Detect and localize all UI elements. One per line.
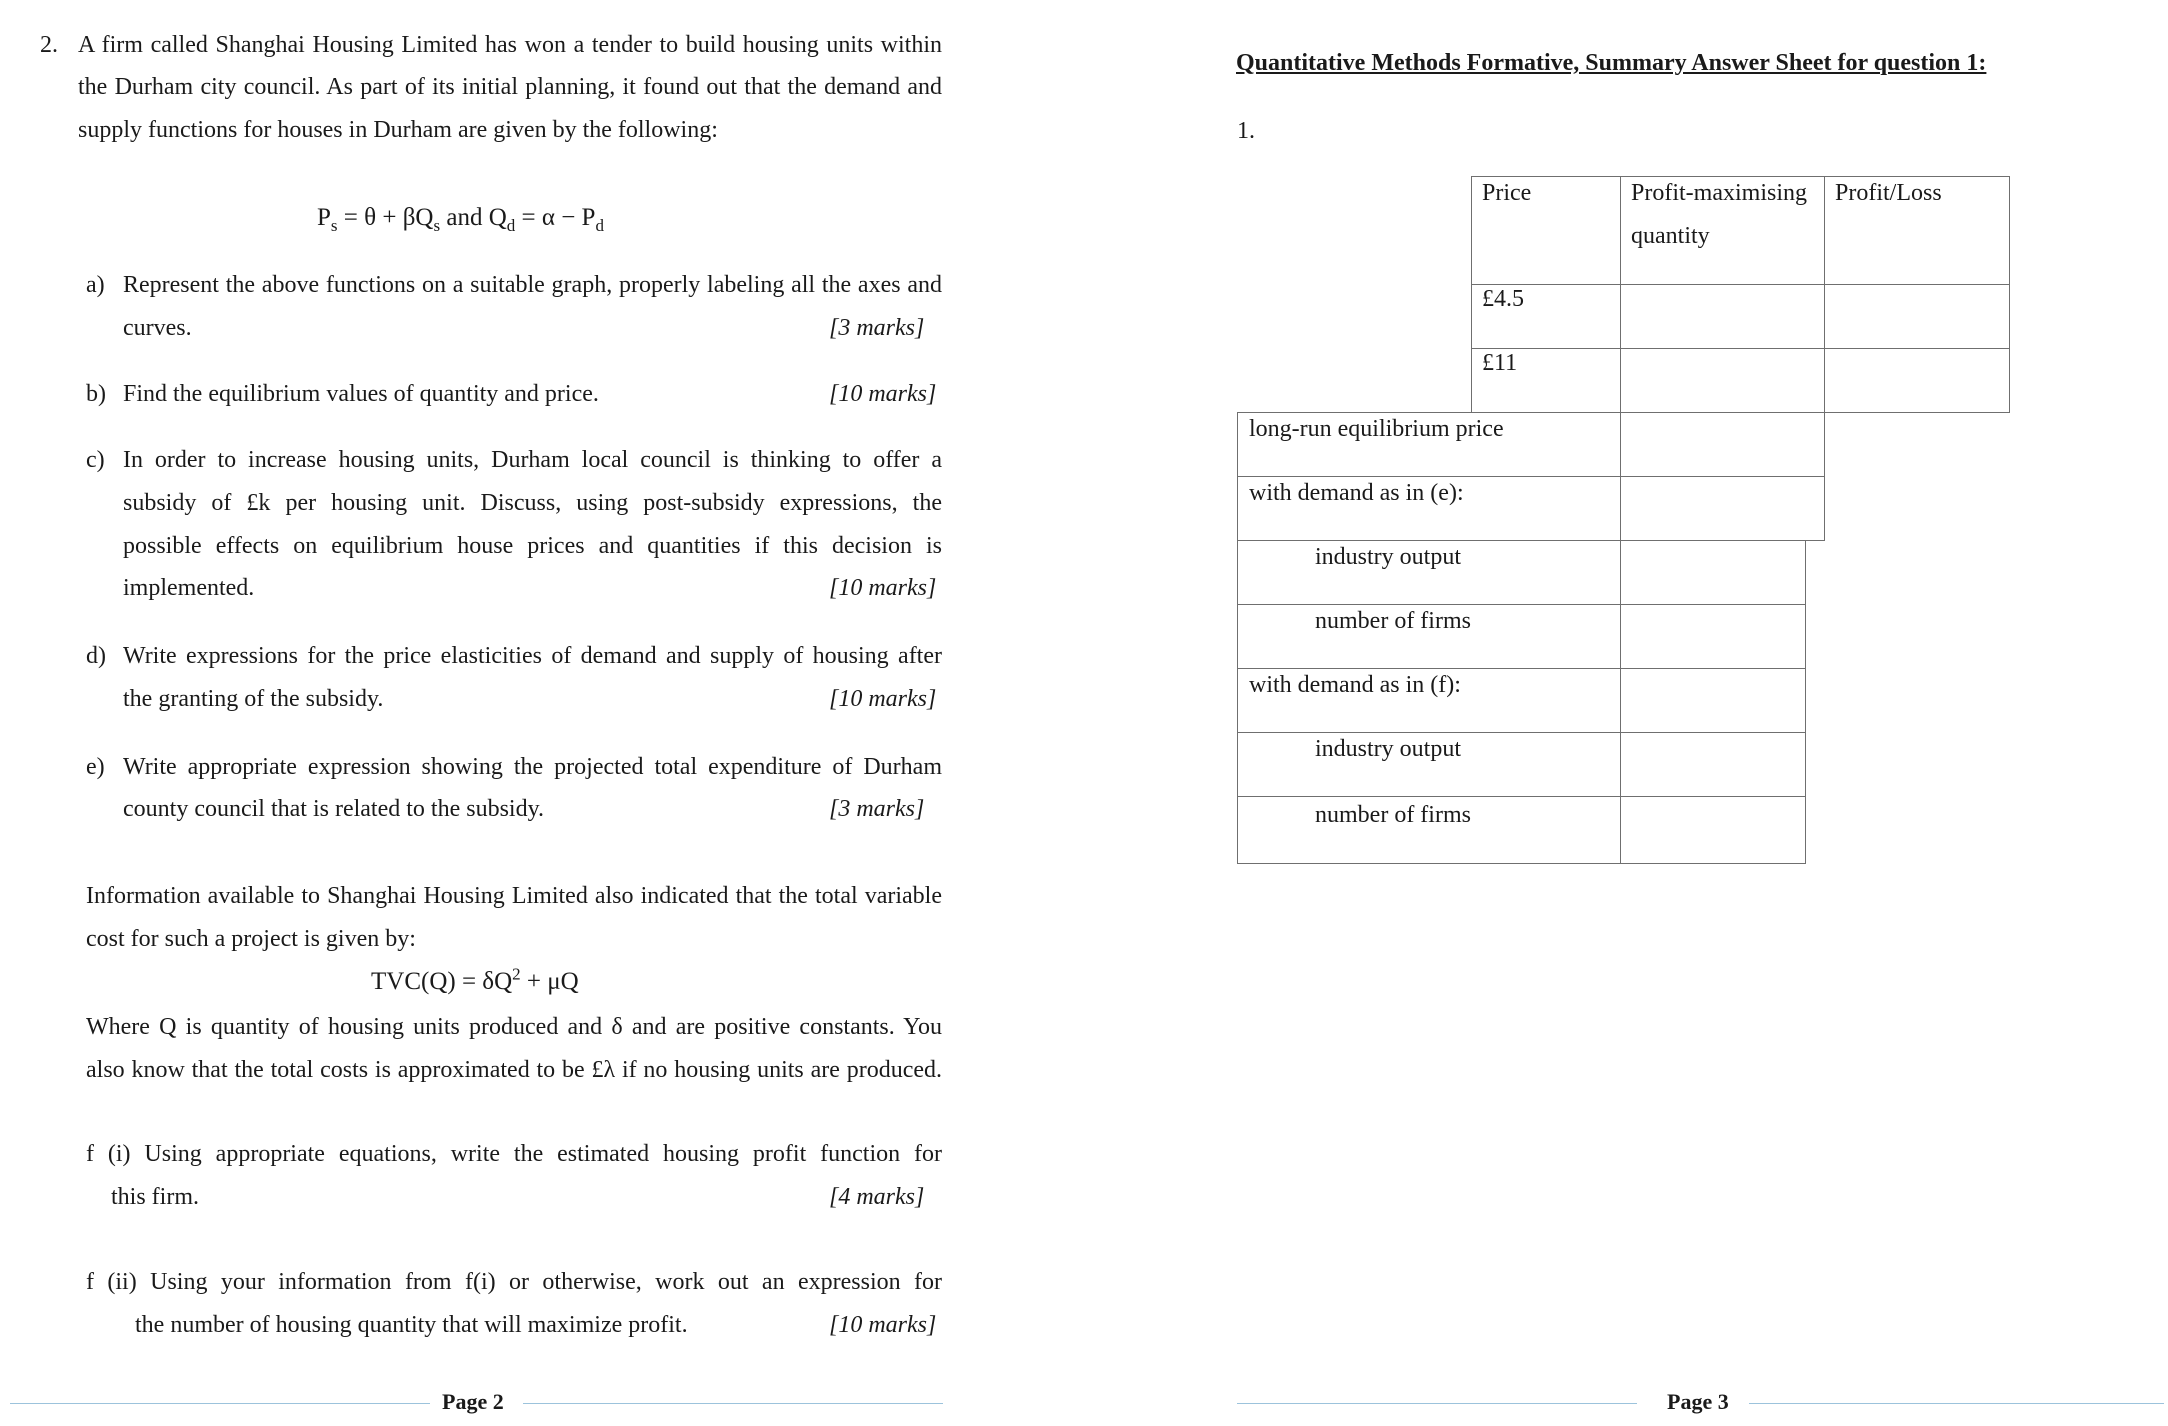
page-2-footer: Page 2: [442, 1389, 504, 1414]
part-a-label: a): [86, 272, 105, 298]
profit-answer-cell-1[interactable]: [1824, 284, 2010, 349]
part-e-line-1: Write appropriate expression showing the projected total expenditure of Durham: [123, 754, 942, 780]
number-of-firms-e-label: number of firms: [1315, 608, 1471, 634]
long-run-equilibrium-label: long-run equilibrium price: [1249, 416, 1504, 442]
tvc-equation: $TVC(Q) = \delta Q^2 + \mu Q$: [371, 964, 579, 995]
part-c-line-2: subsidy of £k per housing unit. Discuss, using post-subsidy expressions, the: [123, 490, 942, 516]
industry-output-f-label: industry output: [1315, 736, 1462, 762]
part-a-line-2: curves.: [123, 315, 192, 341]
industry-output-e-answer-cell[interactable]: [1620, 540, 1806, 605]
part-f-i-line-1: f (i) Using appropriate equations, write the estimated housing profit function for: [86, 1141, 942, 1167]
number-of-firms-f-label: number of firms: [1315, 802, 1471, 828]
page-3-footer: Page 3: [1667, 1389, 1729, 1414]
footer-rule-left-a: [10, 1403, 430, 1404]
part-f-ii-line-2: the number of housing quantity that will maximize profit.: [135, 1312, 688, 1338]
header-quantity-line-1: Profit-maximising: [1631, 180, 1807, 206]
part-f-i-marks: [4 marks]: [829, 1184, 925, 1210]
part-b-line-1: Find the equilibrium values of quantity and price.: [123, 381, 599, 407]
part-c-line-3: possible effects on equilibrium house prices and quantities if this decision is: [123, 533, 942, 559]
question-1-number: 1.: [1237, 118, 1255, 144]
header-quantity-line-2: quantity: [1631, 223, 1710, 249]
footer-rule-right-a: [1237, 1403, 1637, 1404]
demand-f-answer-cell: [1620, 668, 1806, 733]
demand-e-label: with demand as in (e):: [1249, 480, 1464, 506]
part-c-marks: [10 marks]: [829, 575, 937, 601]
industry-output-e-label: industry output: [1315, 544, 1462, 570]
part-f-ii-line-1: f (ii) Using your information from f(i) or otherwise, work out an expression for: [86, 1269, 942, 1295]
part-a-marks: [3 marks]: [829, 315, 925, 341]
part-a-line-1: Represent the above functions on a suitable graph, properly labeling all the axes and: [123, 272, 942, 298]
part-d-label: d): [86, 643, 106, 669]
footer-rule-left-b: [523, 1403, 943, 1404]
long-run-answer-cell[interactable]: [1620, 412, 1825, 477]
number-of-firms-e-answer-cell[interactable]: [1620, 604, 1806, 669]
part-e-label: e): [86, 754, 105, 780]
answer-sheet-title: Quantitative Methods Formative, Summary Answer Sheet for question 1:: [1236, 50, 1987, 76]
footer-rule-right-b: [1749, 1403, 2164, 1404]
part-d-line-2: the granting of the subsidy.: [123, 686, 384, 712]
intro-line-3: supply functions for houses in Durham are given by the following:: [78, 117, 718, 143]
info-line-2: cost for such a project is given by:: [86, 926, 416, 952]
price-value-2: £11: [1482, 350, 1518, 376]
where-line-1: Where Q is quantity of housing units produced and δ and are positive constants. You: [86, 1014, 942, 1040]
industry-output-f-answer-cell[interactable]: [1620, 732, 1806, 797]
part-c-line-4: implemented.: [123, 575, 255, 601]
part-d-line-1: Write expressions for the price elasticities of demand and supply of housing after: [123, 643, 942, 669]
intro-line-1: A firm called Shanghai Housing Limited has won a tender to build housing units within: [78, 32, 942, 58]
part-c-line-1: In order to increase housing units, Durham local council is thinking to offer a: [123, 447, 942, 473]
header-profit: Profit/Loss: [1835, 180, 1942, 206]
part-d-marks: [10 marks]: [829, 686, 937, 712]
header-price: Price: [1482, 180, 1532, 206]
part-e-line-2: county council that is related to the subsidy.: [123, 796, 545, 822]
part-e-marks: [3 marks]: [829, 796, 925, 822]
info-line-1: Information available to Shanghai Housing Limited also indicated that the total variable: [86, 883, 942, 909]
demand-e-answer-cell: [1620, 476, 1825, 541]
part-b-label: b): [86, 381, 106, 407]
number-of-firms-f-answer-cell[interactable]: [1620, 796, 1806, 864]
intro-line-2: the Durham city council. As part of its initial planning, it found out that the demand and: [78, 74, 942, 100]
profit-answer-cell-2[interactable]: [1824, 348, 2010, 413]
part-b-marks: [10 marks]: [829, 381, 937, 407]
part-c-label: c): [86, 447, 105, 473]
part-f-ii-marks: [10 marks]: [829, 1312, 937, 1338]
question-2-number: 2.: [40, 32, 58, 58]
demand-f-label: with demand as in (f):: [1249, 672, 1461, 698]
part-f-i-line-2: this firm.: [111, 1184, 199, 1210]
quantity-answer-cell-2[interactable]: [1620, 348, 1825, 413]
price-value-1: £4.5: [1482, 286, 1524, 312]
supply-demand-equation: $P_s = \theta + \beta Q_s$ and $Q_d = \alpha - P_d$: [317, 204, 604, 235]
quantity-answer-cell-1[interactable]: [1620, 284, 1825, 349]
where-line-2: also know that the total costs is approximated to be £λ if no housing units are produced.: [86, 1057, 942, 1083]
